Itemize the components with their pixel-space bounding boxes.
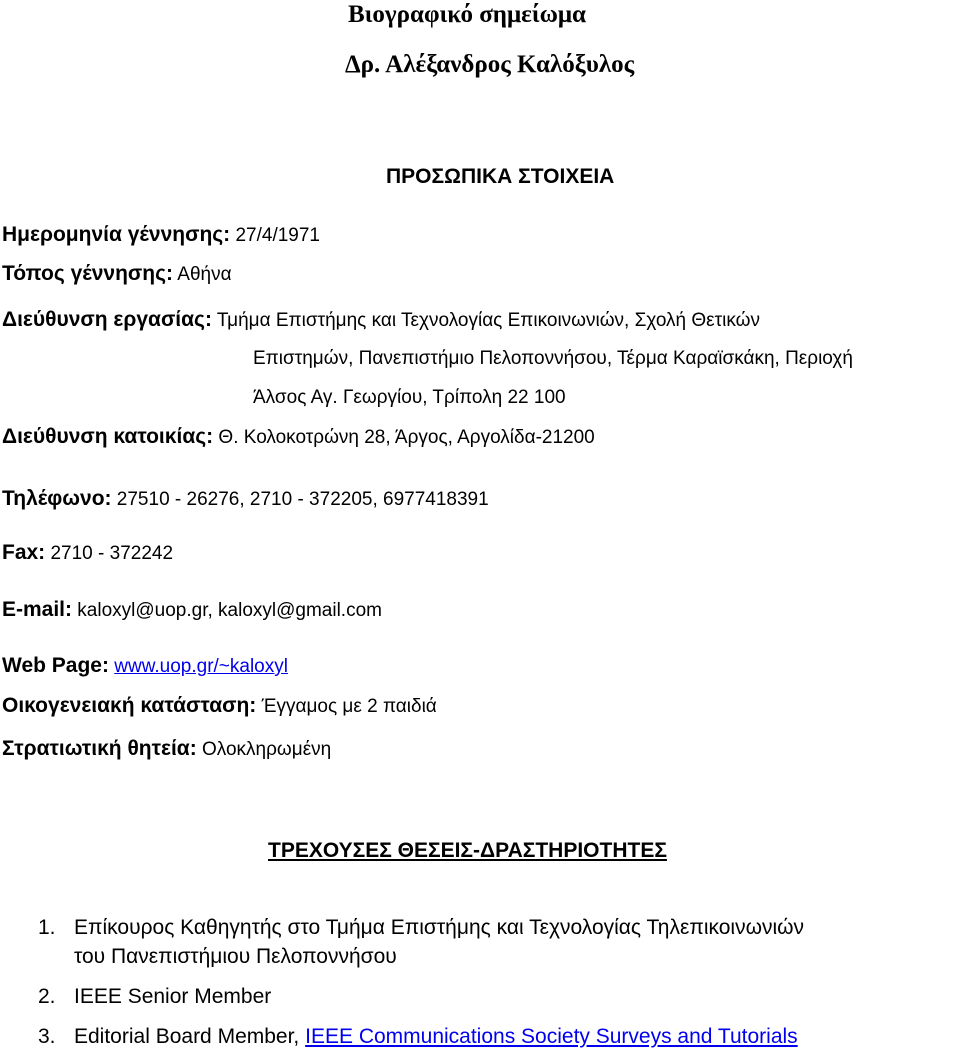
phone-value: 27510 - 26276, 2710 - 372205, 6977418391	[116, 489, 489, 510]
work-address-line2: Επιστημών, Πανεπιστήμιο Πελοποννήσου, Τέρμα Καραϊσκάκη, Περιοχή	[253, 348, 853, 369]
home-address-value: Θ. Κολοκοτρώνη 28, Άργος, Αργολίδα-21200	[218, 427, 595, 448]
military-service-row	[2, 737, 331, 762]
list-item	[38, 914, 804, 942]
email-row	[2, 598, 382, 623]
web-page-link[interactable]: www.uop.gr/~kaloxyl	[114, 656, 288, 677]
fax-value: 2710 - 372242	[50, 543, 174, 564]
list-item-number: 2.	[38, 985, 56, 1008]
list-item-number: 1.	[38, 916, 56, 939]
phone-label: Τηλέφωνο:	[2, 487, 112, 510]
email-label: E-mail:	[2, 598, 73, 621]
birth-date-row	[2, 223, 320, 248]
email-value: kaloxyl@uop.gr, kaloxyl@gmail.com	[77, 600, 382, 621]
section-heading-personal: ΠΡΟΣΩΠΙΚΑ ΣΤΟΙΧΕΙΑ	[386, 165, 615, 188]
section-heading-positions: ΤΡΕΧΟΥΣΕΣ ΘΕΣΕΙΣ-ΔΡΑΣΤΗΡΙΟΤΗΤΕΣ	[268, 839, 667, 862]
list-item-text: Editorial Board Member,	[74, 1025, 300, 1048]
military-service-value: Ολοκληρωμένη	[202, 739, 332, 760]
web-page-label: Web Page:	[2, 654, 109, 677]
list-item-text-continued: του Πανεπιστήμιου Πελοποννήσου	[74, 945, 397, 968]
work-address-line1: Τμήμα Επιστήμης και Τεχνολογίας Επικοινωνιών, Σχολή Θετικών	[216, 310, 760, 331]
work-address-label: Διεύθυνση εργασίας:	[2, 308, 212, 331]
birth-date-label: Ημερομηνία γέννησης:	[2, 223, 231, 246]
fax-row	[2, 541, 173, 566]
phone-row	[2, 487, 489, 512]
journal-link[interactable]: IEEE Communications Society Surveys and Tutorials	[305, 1025, 798, 1048]
list-item-text: Επίκουρος Καθηγητής στο Τμήμα Επιστήμης και Τεχνολογίας Τηλεπικοινωνιών	[74, 916, 805, 939]
work-address-row	[2, 308, 760, 333]
marital-status-label: Οικογενειακή κατάσταση:	[2, 694, 257, 717]
birth-place-row	[2, 262, 232, 287]
work-address-line3: Άλσος Αγ. Γεωργίου, Τρίπολη 22 100	[253, 387, 566, 408]
military-service-label: Στρατιωτική θητεία:	[2, 737, 197, 760]
birth-place-label: Τόπος γέννησης:	[2, 262, 174, 285]
fax-label: Fax:	[2, 541, 46, 564]
birth-date-value: 27/4/1971	[235, 225, 320, 246]
home-address-row	[2, 425, 595, 450]
web-page-row	[2, 654, 288, 679]
marital-status-value: Έγγαμος με 2 παιδιά	[261, 696, 437, 717]
list-item-text: IEEE Senior Member	[74, 985, 272, 1008]
marital-status-row	[2, 694, 437, 719]
list-item-number: 3.	[38, 1025, 56, 1048]
list-item	[38, 983, 271, 1011]
list-item	[38, 1023, 798, 1051]
home-address-label: Διεύθυνση κατοικίας:	[2, 425, 214, 448]
birth-place-value: Αθήνα	[177, 264, 232, 285]
document-title: Βιογραφικό σημείωμα	[348, 1, 587, 28]
author-name: Δρ. Αλέξανδρος Καλόξυλος	[345, 51, 635, 78]
